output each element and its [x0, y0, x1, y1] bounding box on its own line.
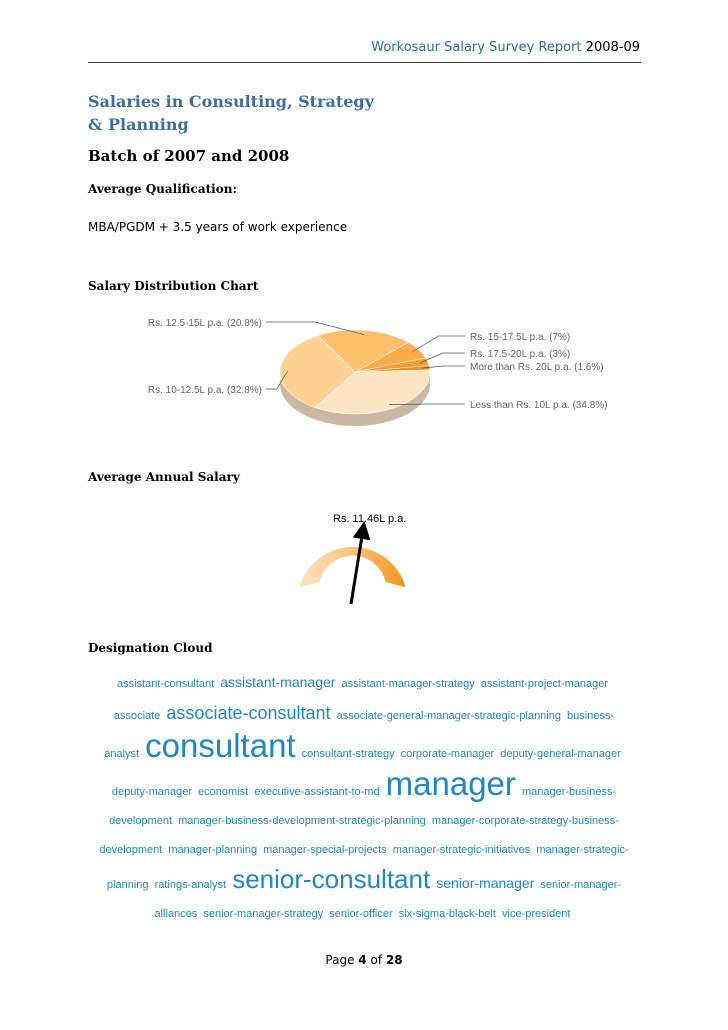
designation-tag[interactable]: ratings-analyst — [154, 879, 227, 891]
pie-leader-line — [412, 336, 465, 352]
designation-tag[interactable]: manager-business-development — [109, 786, 617, 827]
footer-of: of — [370, 953, 383, 967]
designation-tag[interactable]: senior-manager-strategy — [203, 908, 324, 920]
designation-tag[interactable]: deputy-manager — [111, 786, 192, 798]
designation-tag[interactable]: senior-manager — [436, 875, 535, 891]
pie-label: Rs. 10-12.5L p.a. (32.8%) — [147, 385, 262, 396]
header-rule — [88, 62, 641, 63]
footer-prefix: Page — [325, 953, 355, 967]
page-title-line-2: & Planning — [88, 115, 189, 134]
pie-label: Rs. 17.5-20L p.a. (3%) — [470, 349, 571, 360]
designation-tag[interactable]: assistant-manager-strategy — [341, 678, 475, 690]
designation-tag[interactable]: manager-corporate-strategy-business-development — [99, 815, 619, 856]
pie-label: Rs. 15-17.5L p.a. (7%) — [470, 332, 571, 343]
designation-tag[interactable]: economist — [198, 786, 249, 798]
designation-tag[interactable]: executive-assistant-to-md — [254, 786, 380, 798]
designation-tag[interactable]: manager-special-projects — [263, 844, 387, 856]
total-pages: 28 — [385, 953, 403, 967]
running-header — [371, 40, 640, 55]
designation-tag[interactable]: manager-planning — [168, 844, 258, 856]
batch-heading: Batch of 2007 and 2008 — [88, 147, 290, 165]
pie-leader-line — [389, 404, 465, 405]
avg-qualification-label: Average Qualification: — [88, 182, 237, 196]
average-salary-gauge — [0, 500, 728, 620]
designation-tag[interactable]: consultant — [145, 727, 296, 764]
gauge-needle — [351, 530, 363, 604]
salary-distribution-heading: Salary Distribution Chart — [88, 279, 259, 293]
designation-tag[interactable]: associate — [113, 710, 161, 722]
designation-tag[interactable]: manager-strategic-initiatives — [392, 844, 531, 856]
designation-tag[interactable]: consultant-strategy — [301, 748, 395, 760]
designation-tag[interactable]: assistant-consultant — [116, 678, 215, 690]
page-title-line-1: Salaries in Consulting, Strategy — [88, 92, 374, 111]
designation-tag[interactable]: manager-business-development-strategic-planning — [178, 815, 426, 827]
designation-tag[interactable]: senior-consultant — [232, 864, 431, 894]
gauge-value-label: Rs. 11.46L p.a. — [333, 513, 407, 525]
designation-tag[interactable]: manager-strategic-planning — [106, 844, 629, 891]
designation-tag[interactable]: senior-officer — [329, 908, 393, 920]
report-year: 2008-09 — [585, 40, 640, 55]
salary-distribution-pie-chart — [0, 300, 728, 450]
designation-cloud-heading: Designation Cloud — [88, 641, 213, 655]
pie-label: More than Rs. 20L p.a. (1.6%) — [470, 362, 604, 373]
designation-tag[interactable]: associate-consultant — [166, 703, 331, 723]
designation-tag[interactable]: associate-general-manager-strategic-planning — [336, 710, 561, 722]
designation-tag[interactable]: corporate-manager — [400, 748, 495, 760]
pie-label: Rs. 12.5-15L p.a. (20.8%) — [147, 318, 262, 329]
gauge-arc — [300, 547, 406, 587]
pie-label: Less than Rs. 10L p.a. (34.8%) — [470, 400, 608, 411]
current-page: 4 — [358, 953, 367, 967]
designation-tag[interactable]: manager — [385, 765, 516, 802]
designation-tag[interactable]: six-sigma-black-belt — [398, 908, 496, 920]
designation-tag[interactable]: deputy-general-manager — [500, 748, 621, 760]
designation-tag[interactable]: business-analyst — [104, 710, 615, 760]
designation-tag[interactable]: assistant-project-manager — [480, 678, 609, 690]
report-title: Workosaur Salary Survey Report — [371, 40, 582, 55]
page-footer — [0, 953, 728, 967]
designation-tag[interactable]: senior-manager-alliances — [154, 879, 622, 920]
designation-tag[interactable]: vice-president — [502, 908, 571, 920]
average-salary-heading: Average Annual Salary — [88, 470, 240, 484]
page-title — [88, 90, 488, 136]
designation-cloud — [95, 668, 633, 929]
avg-qualification-value: MBA/PGDM + 3.5 years of work experience — [88, 220, 348, 234]
designation-tag[interactable]: assistant-manager — [220, 674, 336, 690]
